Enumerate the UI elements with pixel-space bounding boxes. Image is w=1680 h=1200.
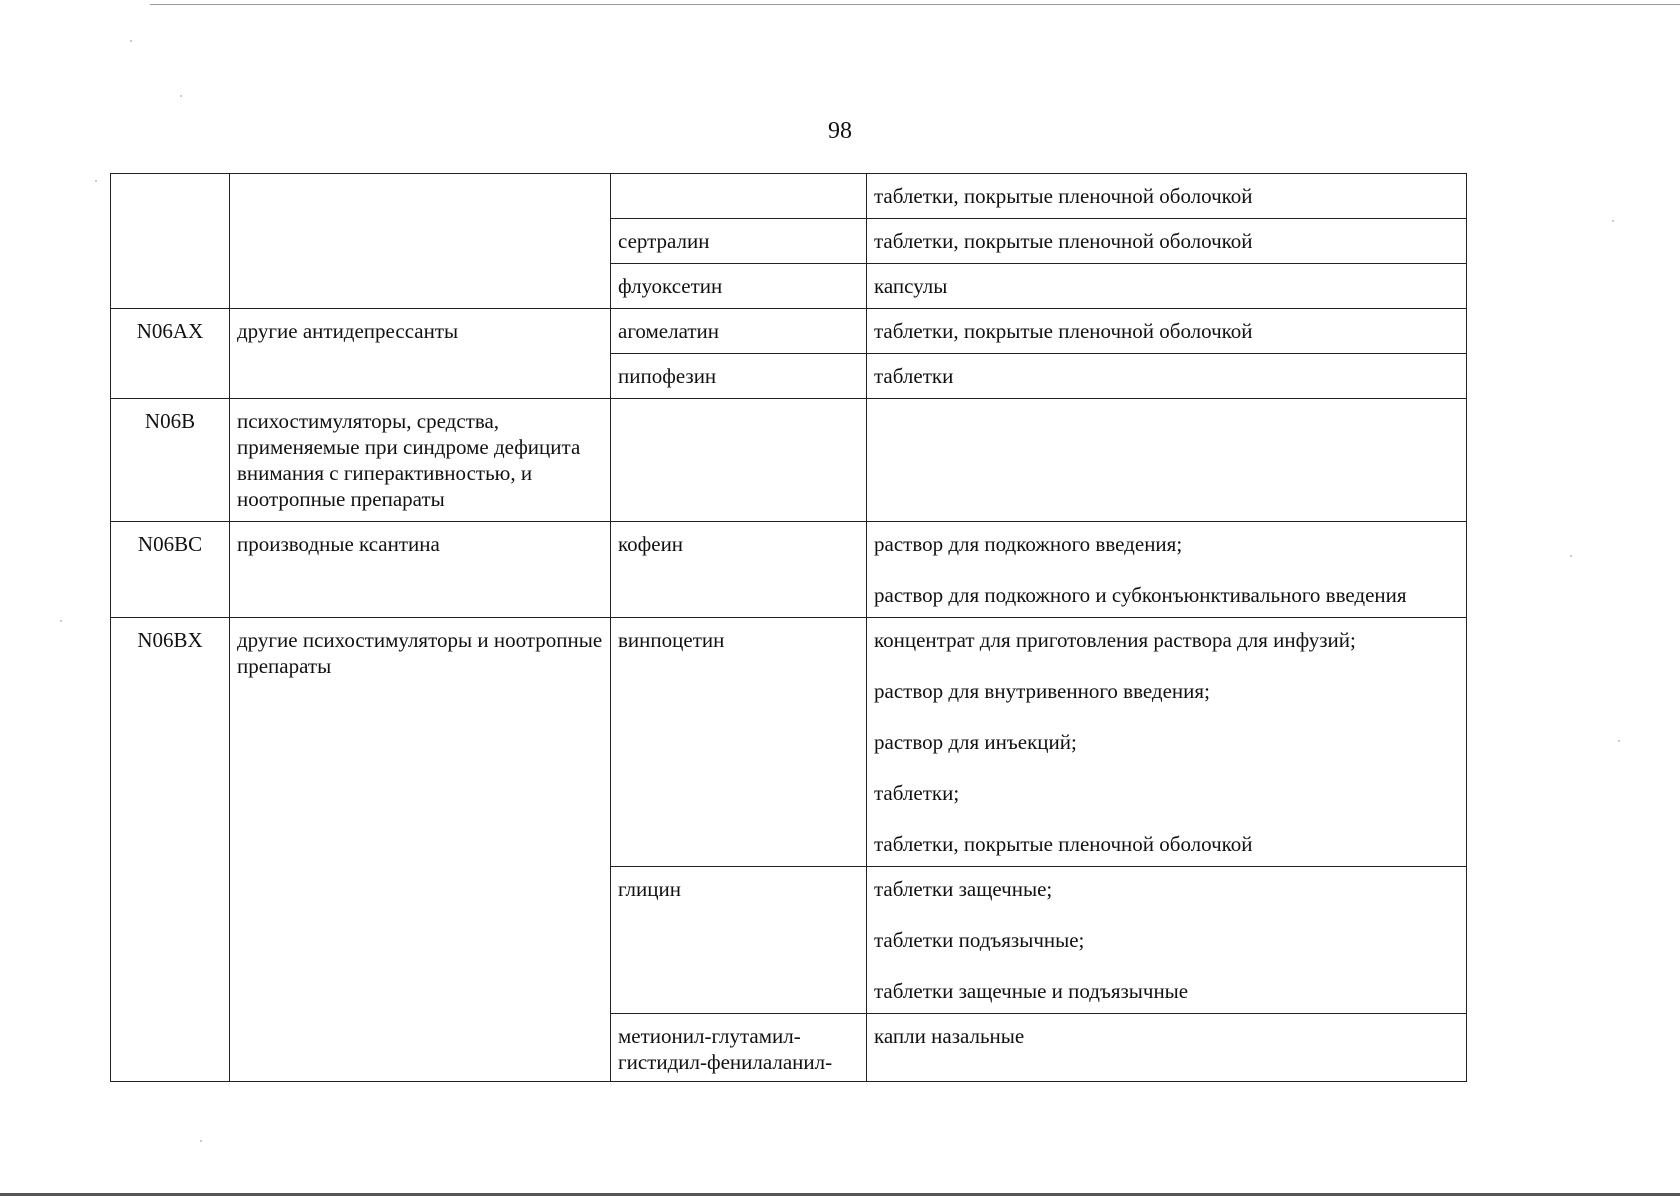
dosage-form: таблетки; bbox=[874, 781, 960, 805]
dosage-form: таблетки bbox=[874, 364, 954, 388]
group-cell: другие психостимуляторы и ноотропные препараты bbox=[230, 618, 611, 1082]
table-row bbox=[111, 174, 1467, 219]
drug-cell: флуоксетин bbox=[611, 264, 867, 309]
atc-code-cell: N06B bbox=[111, 399, 230, 522]
table-row bbox=[111, 399, 1467, 522]
group-cell bbox=[230, 174, 611, 309]
dosage-form: таблетки защечные и подъязычные bbox=[874, 979, 1189, 1003]
forms-cell bbox=[867, 219, 1467, 264]
dosage-form: раствор для инъекций; bbox=[874, 730, 1077, 754]
forms-cell bbox=[867, 867, 1467, 1014]
drug-cell: кофеин bbox=[611, 522, 867, 618]
dosage-form: капсулы bbox=[874, 274, 948, 298]
forms-cell bbox=[867, 174, 1467, 219]
dosage-form: концентрат для приготовления раствора для инфузий; bbox=[874, 628, 1356, 652]
bottom-rule bbox=[0, 1193, 1680, 1196]
drug-table bbox=[110, 173, 1467, 1082]
drug-cell: винпоцетин bbox=[611, 618, 867, 867]
drug-cell: пипофезин bbox=[611, 354, 867, 399]
scan-speck bbox=[1612, 220, 1614, 222]
group-cell: производные ксантина bbox=[230, 522, 611, 618]
group-cell: другие антидепрессанты bbox=[230, 309, 611, 399]
dosage-form: таблетки, покрытые пленочной оболочкой bbox=[874, 319, 1253, 343]
atc-code-cell: N06BC bbox=[111, 522, 230, 618]
drug-cell: глицин bbox=[611, 867, 867, 1014]
page-number: 98 bbox=[828, 118, 852, 144]
dosage-form: таблетки, покрытые пленочной оболочкой bbox=[874, 229, 1253, 253]
scan-speck bbox=[95, 180, 97, 182]
forms-cell bbox=[867, 399, 1467, 522]
dosage-form: таблетки, покрытые пленочной оболочкой bbox=[874, 832, 1253, 856]
drug-cell: метионил-глутамил-гистидил-фенилаланил- bbox=[611, 1014, 867, 1082]
atc-code-cell: N06BX bbox=[111, 618, 230, 1082]
forms-cell bbox=[867, 618, 1467, 867]
forms-cell bbox=[867, 309, 1467, 354]
top-rule bbox=[150, 4, 1680, 5]
dosage-form: раствор для внутривенного введения; bbox=[874, 679, 1210, 703]
dosage-form: таблетки защечные; bbox=[874, 877, 1053, 901]
drug-cell bbox=[611, 399, 867, 522]
forms-cell bbox=[867, 1014, 1467, 1082]
scan-speck bbox=[180, 95, 182, 97]
drug-cell: агомелатин bbox=[611, 309, 867, 354]
table-row bbox=[111, 618, 1467, 867]
atc-code-cell: N06AX bbox=[111, 309, 230, 399]
table-row bbox=[111, 309, 1467, 354]
group-cell: психостимуляторы, средства, применяемые при синдроме дефицита внимания с гиперактивностью, и ноотропные препараты bbox=[230, 399, 611, 522]
dosage-form: таблетки подъязычные; bbox=[874, 928, 1085, 952]
forms-cell bbox=[867, 264, 1467, 309]
dosage-form: капли назальные bbox=[874, 1024, 1025, 1048]
drug-cell bbox=[611, 174, 867, 219]
atc-code-cell bbox=[111, 174, 230, 309]
dosage-form: раствор для подкожного введения; bbox=[874, 532, 1183, 556]
forms-cell bbox=[867, 522, 1467, 618]
drug-cell: сертралин bbox=[611, 219, 867, 264]
dosage-form: таблетки, покрытые пленочной оболочкой bbox=[874, 184, 1253, 208]
scan-speck bbox=[130, 40, 132, 42]
scan-speck bbox=[1570, 555, 1572, 557]
scan-speck bbox=[60, 620, 62, 622]
forms-cell bbox=[867, 354, 1467, 399]
dosage-form: раствор для подкожного и субконъюнктивального введения bbox=[874, 583, 1407, 607]
scan-speck bbox=[1618, 740, 1620, 742]
table-row bbox=[111, 522, 1467, 618]
scan-speck bbox=[200, 1140, 202, 1142]
